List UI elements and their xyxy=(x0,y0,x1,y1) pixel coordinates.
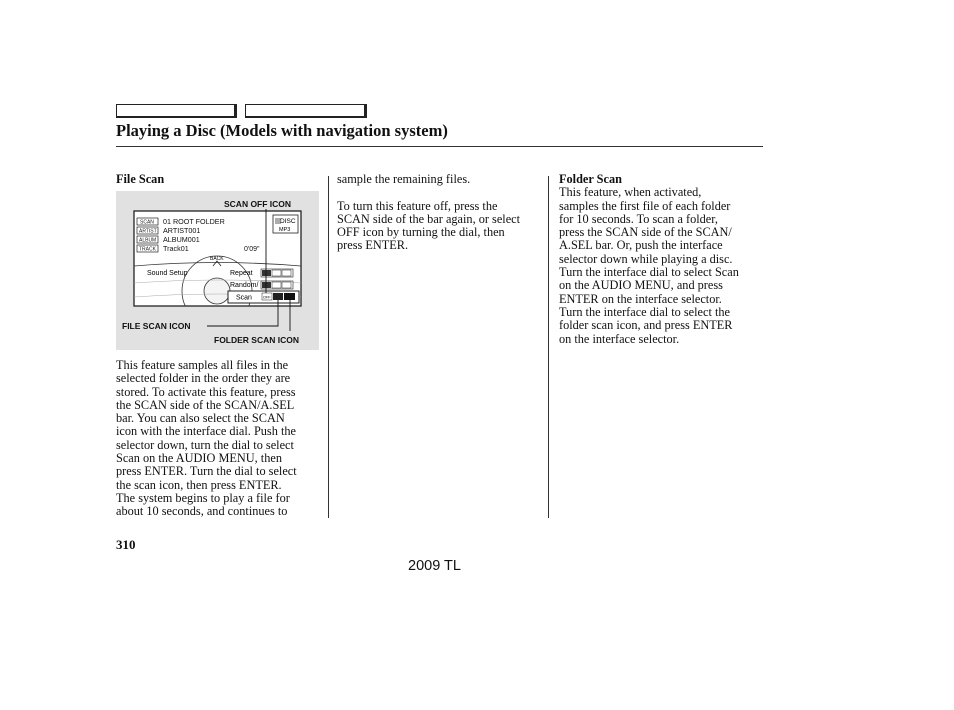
header-tab-box-left xyxy=(116,104,237,118)
text-line xyxy=(337,186,543,199)
dial-center xyxy=(204,278,230,304)
text-line: press ENTER. xyxy=(337,238,409,253)
text-line: A.SEL bar. Or, push the interface xyxy=(559,238,723,253)
column-divider-2 xyxy=(548,176,549,518)
repeat-off-icon xyxy=(262,270,271,276)
menu-random: Random/ xyxy=(230,282,259,289)
right-column xyxy=(559,173,764,346)
text-line: selector down while playing a disc. xyxy=(559,251,733,266)
text-line: Turn the interface dial to select the xyxy=(559,304,730,319)
header-tab-box-right xyxy=(245,104,367,118)
column-divider-1 xyxy=(328,176,329,518)
text-line: the SCAN side of the SCAN/A.SEL xyxy=(116,397,295,412)
file-scan-icon-label: FILE SCAN ICON xyxy=(122,321,191,331)
album-name: ALBUM001 xyxy=(163,235,200,244)
menu-scan: Scan xyxy=(236,294,252,302)
folder-scan-heading: Folder Scan xyxy=(559,172,622,186)
text-line: The system begins to play a file for xyxy=(116,490,290,505)
file-scan-heading: File Scan xyxy=(116,172,165,186)
model-footer: 2009 TL xyxy=(408,558,461,574)
text-line: folder scan icon, and press ENTER xyxy=(559,318,733,333)
file-scan-icon xyxy=(273,293,283,300)
text-line: press ENTER. Turn the dial to select xyxy=(116,464,297,479)
text-line: Scan on the AUDIO MENU, then xyxy=(116,451,282,466)
page-number: 310 xyxy=(116,537,136,552)
text-line: ENTER on the interface selector. xyxy=(559,291,722,306)
folder-name: 01 ROOT FOLDER xyxy=(163,217,225,226)
disc-label: DISC xyxy=(280,218,296,225)
middle-column xyxy=(337,173,543,253)
file-scan-body xyxy=(116,359,322,519)
folder-scan-icon-label: FOLDER SCAN ICON xyxy=(214,335,299,345)
audio-screen-diagram xyxy=(116,191,319,350)
text-line: This feature, when activated, xyxy=(559,185,702,200)
text-line: bar. You can also select the SCAN xyxy=(116,411,285,426)
random-off-icon xyxy=(262,282,271,288)
scan-tag: SCAN xyxy=(140,219,154,226)
text-line: OFF icon by turning the dial, then xyxy=(337,225,505,240)
text-line: To turn this feature off, press the xyxy=(337,198,498,213)
text-line: icon with the interface dial. Push the xyxy=(116,424,296,439)
artist-name: ARTIST001 xyxy=(163,226,201,235)
text-line: Turn the interface dial to select Scan xyxy=(559,265,739,280)
scan-off-text: OFF xyxy=(263,295,271,300)
play-time: 0'09" xyxy=(244,246,260,253)
page-title: Playing a Disc (Models with navigation system) xyxy=(116,121,448,140)
folder-scan-icon xyxy=(284,293,295,300)
menu-sound-setup: Sound Setup xyxy=(147,270,188,277)
text-line: sample the remaining files. xyxy=(337,172,471,186)
text-line: the scan icon, then press ENTER. xyxy=(116,477,282,492)
text-line: press the SCAN side of the SCAN/ xyxy=(559,225,732,240)
text-line: SCAN side of the bar again, or select xyxy=(337,211,521,226)
text-line: on the AUDIO MENU, and press xyxy=(559,278,723,293)
title-rule xyxy=(116,146,763,147)
audio-screen-figure xyxy=(116,191,319,350)
back-label: BACK xyxy=(210,256,224,262)
text-line: about 10 seconds, and continues to xyxy=(116,504,288,519)
album-tag: ALBUM xyxy=(139,237,157,244)
track-tag: TRACK xyxy=(139,246,156,253)
text-line: samples the first file of each folder xyxy=(559,198,731,213)
text-line: stored. To activate this feature, press xyxy=(116,384,296,399)
mp3-label: MP3 xyxy=(279,227,291,233)
text-line: selector down, turn the dial to select xyxy=(116,437,294,452)
artist-tag: ARTIST xyxy=(139,228,157,235)
track-name: Track01 xyxy=(163,244,189,253)
text-line: selected folder in the order they are xyxy=(116,371,291,386)
menu-repeat: Repeat xyxy=(230,270,253,277)
text-line: for 10 seconds. To scan a folder, xyxy=(559,211,718,226)
scan-off-icon-label: SCAN OFF ICON xyxy=(224,199,292,209)
text-line: This feature samples all files in the xyxy=(116,358,289,372)
text-line: on the interface selector. xyxy=(559,331,680,346)
